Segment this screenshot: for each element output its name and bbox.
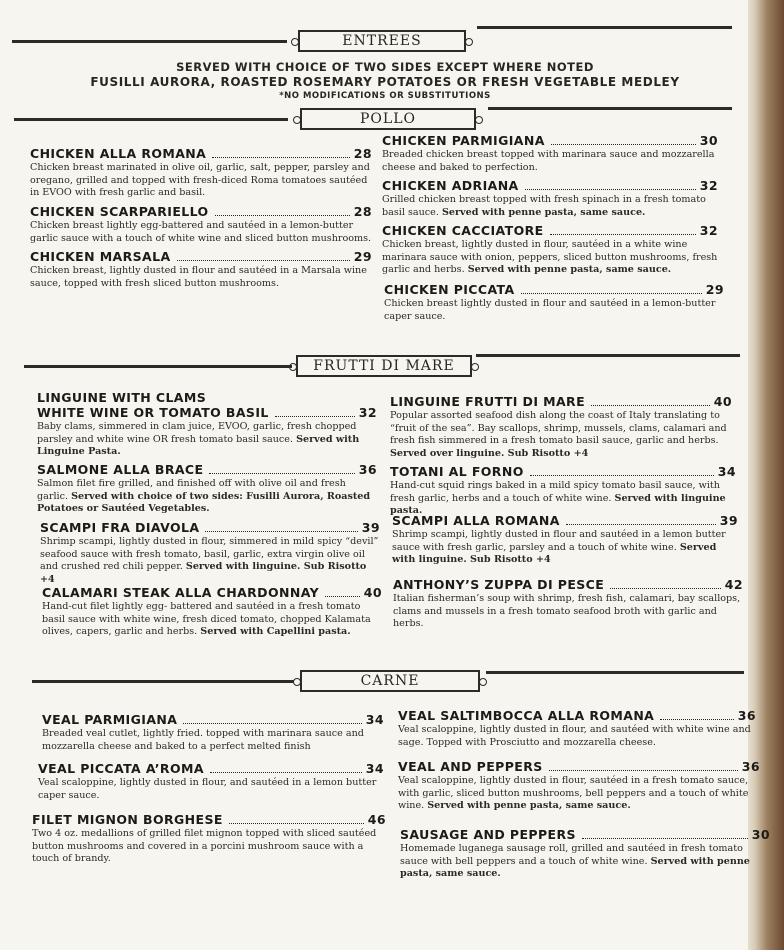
item-name: FILET MIGNON BORGHESE <box>32 812 223 827</box>
dot-leader <box>550 234 696 235</box>
item-serving-note: Served with penne pasta, same sauce. <box>427 800 631 812</box>
menu-item <box>398 759 760 813</box>
item-name: VEAL AND PEPPERS <box>398 759 543 774</box>
dot-leader <box>275 416 355 417</box>
dot-leader <box>525 189 696 190</box>
menu-item <box>42 712 384 753</box>
item-name: SCAMPI FRA DIAVOLA <box>40 520 200 535</box>
item-price: 32 <box>699 223 718 238</box>
item-price: 34 <box>365 712 384 727</box>
item-price: 39 <box>361 520 380 535</box>
dot-leader <box>205 531 357 532</box>
item-description: Salmon filet fire grilled, and finished off with olive oil and fresh garlic. <box>37 478 346 502</box>
section-title-pollo: POLLO <box>300 108 476 130</box>
menu-item <box>390 464 736 518</box>
sides-notice: SERVED WITH CHOICE OF TWO SIDES EXCEPT WHERE NOTED <box>176 60 594 74</box>
dot-leader <box>549 770 738 771</box>
entrees-header <box>12 30 732 52</box>
item-description: Italian fisherman’s soup with shrimp, fresh fish, calamari, bay scallops, clams and mussels in a fresh tomato seafood broth with garlic and herbs. <box>393 593 741 630</box>
dot-leader <box>212 157 350 158</box>
item-price: 42 <box>724 577 743 592</box>
section-title-entrees: ENTREES <box>298 30 466 52</box>
item-name: CALAMARI STEAK ALLA CHARDONNAY <box>42 585 320 600</box>
dot-leader <box>183 723 361 724</box>
item-description: Chicken breast lightly dusted in flour and sautéed in a lemon-butter caper sauce. <box>384 298 716 322</box>
item-description: Veal scaloppine, lightly dusted in flour, and sautéed with white wine and sage. Topped with Prosciutto and mozzarella cheese. <box>398 724 751 748</box>
section-title-frutti-di-mare: FRUTTI DI MARE <box>296 355 472 377</box>
item-description: Veal scaloppine, lightly dusted in flour, sautéed in a fresh tomato sauce, with garlic, sliced button mushrooms, bell peppers and a touch of white wine. <box>398 775 749 812</box>
no-substitutions-note: *NO MODIFICATIONS OR SUBSTITUTIONS <box>279 91 491 101</box>
item-serving-note: Served with linguine. Sub Risotto +4 <box>392 541 717 566</box>
item-name: SAUSAGE AND PEPPERS <box>400 827 576 842</box>
menu-item <box>38 761 384 802</box>
item-price: 32 <box>358 405 377 420</box>
item-price: 34 <box>365 761 384 776</box>
header-rule <box>12 40 287 43</box>
menu-item <box>382 223 718 277</box>
section-title-carne: CARNE <box>300 670 480 692</box>
dot-leader <box>530 475 714 476</box>
item-serving-note: Served with Linguine Pasta. <box>37 433 360 458</box>
item-description: Baby clams, simmered in clam juice, EVOO, garlic, fresh chopped parsley and white wine OR fresh tomato basil sauce. <box>37 421 357 445</box>
menu-item <box>393 577 743 631</box>
item-description: Veal scaloppine, lightly dusted in flour, and sautéed in a lemon butter caper sauce. <box>38 777 377 801</box>
item-description: Chicken breast lightly egg-battered and sautéed in a lemon-butter garlic sauce with a touch of white wine and sliced button mushrooms. <box>30 220 372 244</box>
menu-item <box>30 204 372 245</box>
dot-leader <box>591 405 710 406</box>
item-name: TOTANI AL FORNO <box>390 464 524 479</box>
item-price: 28 <box>353 146 372 161</box>
dot-leader <box>582 838 748 839</box>
item-name: CHICKEN PARMIGIANA <box>382 133 545 148</box>
sides-list: FUSILLI AURORA, ROASTED ROSEMARY POTATOES OR FRESH VEGETABLE MEDLEY <box>90 75 680 89</box>
item-serving-note: Served over linguine. Sub Risotto +4 <box>390 447 589 459</box>
item-serving-note: Served with penne pasta, same sauce. <box>467 264 672 276</box>
item-description: Grilled chicken breast topped with fresh spinach in a fresh tomato basil sauce. <box>382 194 706 218</box>
menu-item <box>392 513 738 567</box>
dot-leader <box>566 524 716 525</box>
header-rule <box>488 107 732 110</box>
item-price: 29 <box>353 249 372 264</box>
item-price: 40 <box>713 394 732 409</box>
item-price: 40 <box>363 585 382 600</box>
item-name: LINGUINE FRUTTI DI MARE <box>390 394 586 409</box>
item-serving-note: Served with choice of two sides: Fusilli Aurora, Roasted Potatoes or Sautéed Vegetables. <box>37 490 371 515</box>
menu-item <box>40 520 380 586</box>
dot-leader <box>325 596 360 597</box>
item-price: 34 <box>717 464 736 479</box>
dot-leader <box>229 823 364 824</box>
item-description: Breaded chicken breast topped with marinara sauce and mozzarella cheese and baked to perfection. <box>382 149 715 173</box>
item-price: 36 <box>741 759 760 774</box>
item-description: Shrimp scampi, lightly dusted in flour and sautéed in a lemon butter sauce with fresh garlic, parsley and a touch of white wine. <box>392 529 726 553</box>
item-serving-note: Served with penne pasta, same sauce. <box>441 206 646 218</box>
item-serving-note: Served with linguine pasta. <box>390 492 726 517</box>
item-price: 30 <box>699 133 718 148</box>
menu-item <box>37 390 377 459</box>
item-name: VEAL PICCATA A’ROMA <box>38 761 204 776</box>
item-description: Chicken breast, lightly dusted in flour, sautéed in a white wine marinara sauce with onion, peppers, sliced button mushrooms, fresh garlic and herbs. <box>382 239 718 276</box>
header-rule <box>24 365 292 368</box>
menu-item <box>37 462 377 516</box>
item-name: CHICKEN ALLA ROMANA <box>30 146 207 161</box>
item-name: CHICKEN PICCATA <box>384 282 515 297</box>
dot-leader <box>521 293 702 294</box>
frutti-di-mare-header <box>24 355 740 377</box>
item-price: 39 <box>719 513 738 528</box>
header-rule <box>32 680 294 683</box>
item-description: Chicken breast, lightly dusted in flour and sautéed in a Marsala wine sauce, topped with fresh sliced button mushrooms. <box>30 265 367 289</box>
item-description: Breaded veal cutlet, lightly fried. topped with marinara sauce and mozzarella cheese and baked to a perfect melted finish <box>42 728 364 752</box>
dot-leader <box>660 719 734 720</box>
item-price: 32 <box>699 178 718 193</box>
item-name: VEAL PARMIGIANA <box>42 712 178 727</box>
header-rule <box>476 354 740 357</box>
menu-item <box>400 827 770 881</box>
menu-item <box>32 812 386 866</box>
item-name: VEAL SALTIMBOCCA ALLA ROMANA <box>398 708 655 723</box>
item-description: Hand-cut squid rings baked in a mild spicy tomato basil sauce, with fresh garlic, herbs and a touch of white wine. <box>390 480 720 504</box>
dot-leader <box>209 473 354 474</box>
menu-item <box>384 282 724 323</box>
menu-item <box>382 178 718 219</box>
item-serving-note: Served with Capellini pasta. <box>200 626 351 638</box>
menu-item <box>390 394 732 460</box>
menu-item <box>30 249 372 290</box>
item-name: CHICKEN MARSALA <box>30 249 171 264</box>
item-name: LINGUINE WITH CLAMS <box>37 390 207 405</box>
item-name-variant: WHITE WINE OR TOMATO BASIL <box>37 405 269 420</box>
dot-leader <box>177 260 350 261</box>
item-name: CHICKEN ADRIANA <box>382 178 519 193</box>
menu-item <box>42 585 382 639</box>
item-name: ANTHONY’S ZUPPA DI PESCE <box>393 577 605 592</box>
item-description: Popular assorted seafood dish along the coast of Italy translating to “fruit of the sea”. Bay scallops, shrimp, mussels, clams, calamari and fresh fish simmered in a fresh tomato basil sauce, garlic and herbs. <box>390 410 727 447</box>
menu-item <box>382 133 718 174</box>
carne-header <box>32 670 744 692</box>
item-description: Homemade luganega sausage roll, grilled and sautéed in fresh tomato sauce with bell peppers and a touch of white wine. <box>400 843 743 867</box>
item-price: 36 <box>358 462 377 477</box>
header-rule <box>486 671 744 674</box>
header-rule <box>14 118 288 121</box>
item-price: 30 <box>751 827 770 842</box>
item-name: CHICKEN SCARPARIELLO <box>30 204 209 219</box>
item-price: 29 <box>705 282 724 297</box>
dot-leader <box>551 144 696 145</box>
item-price: 36 <box>737 708 756 723</box>
item-price: 28 <box>353 204 372 219</box>
item-description: Shrimp scampi, lightly dusted in flour, simmered in mild spicy “devil” seafood sauce with fresh tomato, basil, garlic, extra virgin olive oil and crushed red chili pepper. <box>40 536 379 573</box>
item-price: 46 <box>367 812 386 827</box>
item-name: CHICKEN CACCIATORE <box>382 223 544 238</box>
dot-leader <box>610 588 721 589</box>
dot-leader <box>210 772 362 773</box>
item-name: SALMONE ALLA BRACE <box>37 462 204 477</box>
item-description: Hand-cut filet lightly egg- battered and sautéed in a fresh tomato basil sauce with white wine, fresh diced tomato, chopped Kalamata olives, capers, garlic and herbs. <box>42 601 371 638</box>
item-description: Chicken breast marinated in olive oil, garlic, salt, pepper, parsley and oregano, grilled and topped with fresh-diced Roma tomatoes sautéed in EVOO with fresh garlic and basil. <box>30 162 370 199</box>
item-name: SCAMPI ALLA ROMANA <box>392 513 560 528</box>
item-serving-note: Served with penne pasta, same sauce. <box>400 855 750 880</box>
item-description: Two 4 oz. medallions of grilled filet mignon topped with sliced sautéed button mushrooms and covered in a porcini mushroom sauce with a touch of brandy. <box>32 828 377 865</box>
menu-item <box>398 708 756 749</box>
header-rule <box>477 26 732 29</box>
pollo-header <box>14 108 732 130</box>
item-serving-note: Served with linguine. Sub Risotto +4 <box>40 561 367 585</box>
menu-item <box>30 146 372 200</box>
dot-leader <box>215 215 350 216</box>
